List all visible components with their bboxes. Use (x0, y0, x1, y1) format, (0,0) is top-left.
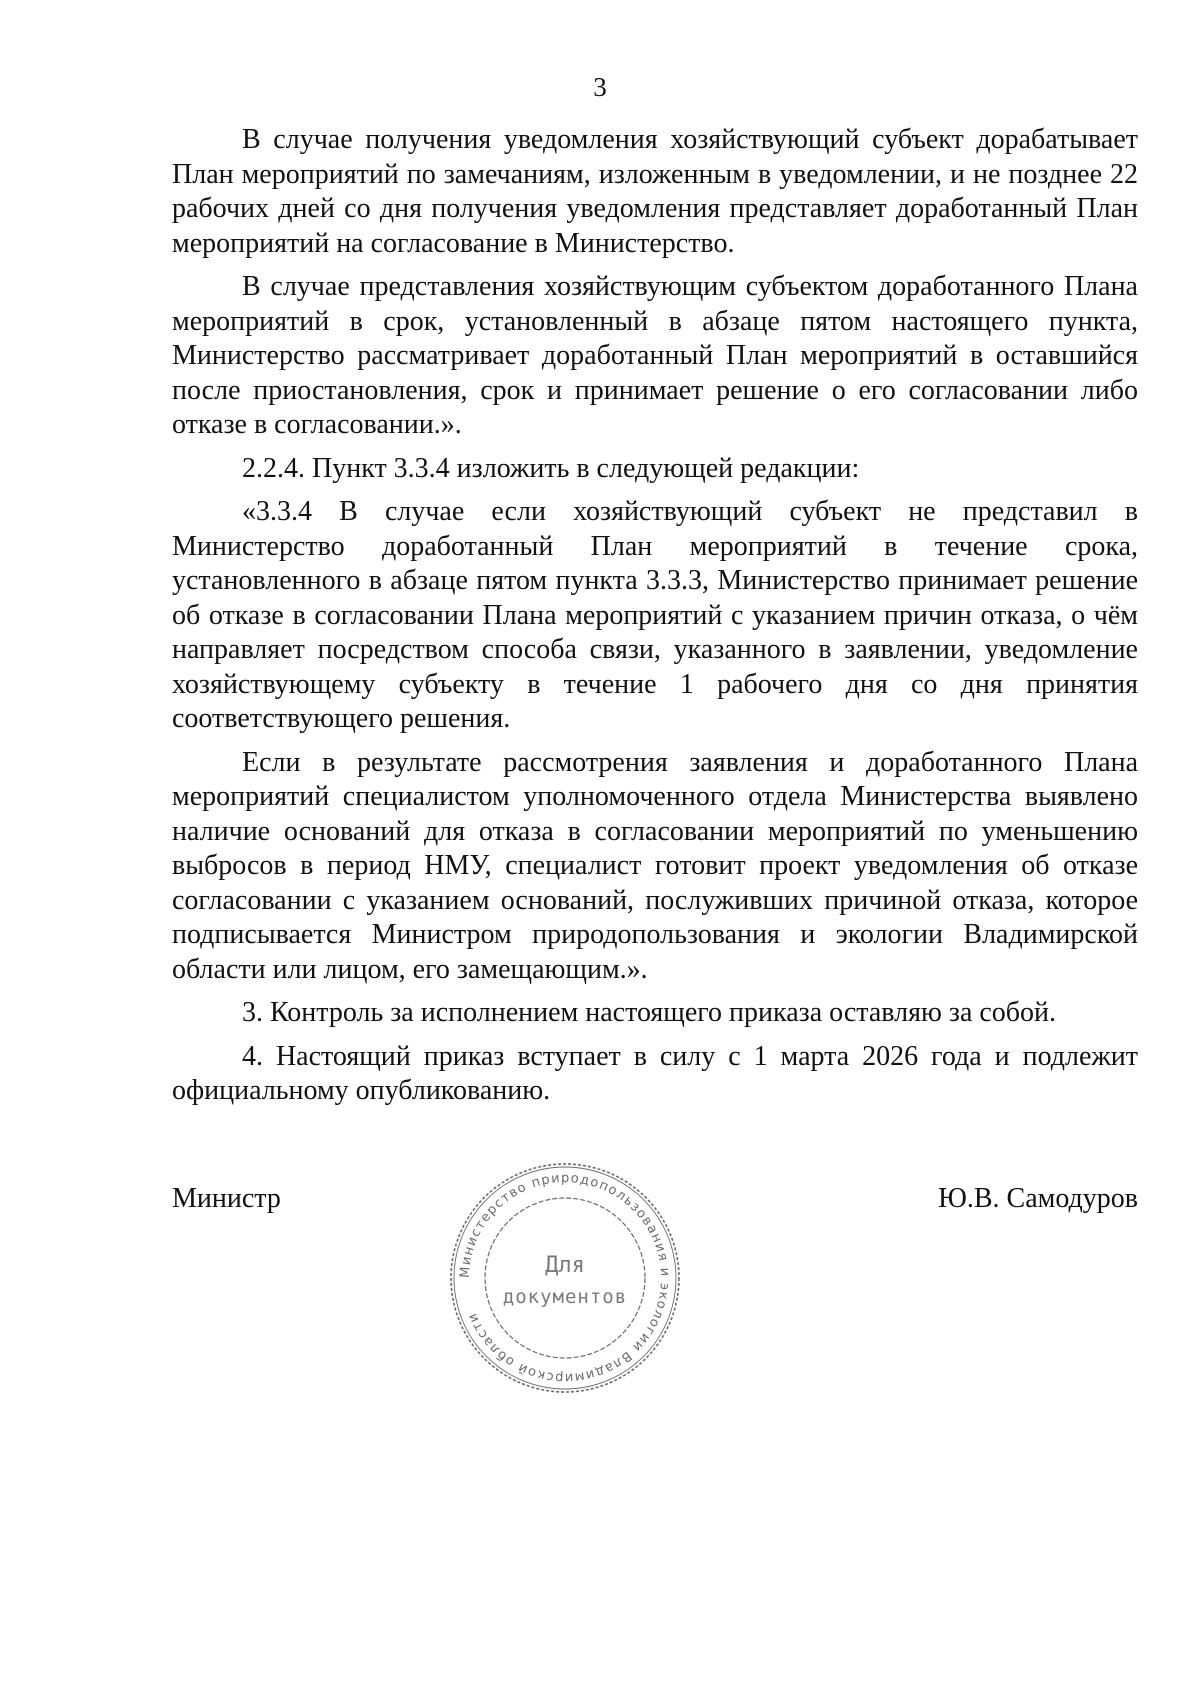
stamp-outer-ring-inner (454, 1167, 676, 1389)
stamp-center-line-1: Для (545, 1253, 585, 1278)
paragraph-2: В случае представления хозяйствующим субъектом доработанного Плана мероприятий в срок, установленный в абзаце пятом настоящего пункта, Министерство рассматривает доработанный План мероприятий в оставшийся после приостановления, срок и принимает решение о его согласовании либо отказе в согласовании.». (172, 271, 1138, 440)
stamp-ring-text: Министерство природопользования и экологии Владимирской области (457, 1170, 673, 1386)
stamp-center-line-2: документов (502, 1286, 628, 1308)
official-stamp (447, 1160, 683, 1396)
paragraph-5: Если в результате рассмотрения заявления и доработанного Плана мероприятий специалистом уполномоченного отдела Министерства выявлено наличие оснований для отказа в согласовании мероприятий по уменьшению выбросов в период НМУ, специалист готовит проект уведомления об отказе согласовании с указанием оснований, послуживших причиной отказа, которое подписывается Министром природопользования и экологии Владимирской области или лицом, его замещающим.». (172, 746, 1138, 985)
signatory-title: Министр (172, 1183, 281, 1214)
paragraph-6-control: 3. Контроль за исполнением настоящего приказа оставляю за собой. (242, 997, 1057, 1028)
stamp-inner-ring (485, 1198, 645, 1358)
paragraph-7-effective-date: 4. Настоящий приказ вступает в силу с 1 марта 2026 года и подлежит официальному опубликованию. (172, 1040, 1138, 1106)
page-number: 3 (593, 72, 607, 102)
paragraph-4-quoted-clause: «3.3.4 В случае если хозяйствующий субъект не представил в Министерство доработанный План мероприятий в течение срока, установленного в абзаце пятом пункта 3.3.3, Министерство принимает решение об отказе в согласовании Плана мероприятий с указанием причин отказа, о чём направляет посредством способа связи, указанного в заявлении, уведомление хозяйствующему субъекту в течение 1 рабочего дня со дня принятия соответствующего решения. (172, 496, 1138, 734)
signatory-name: Ю.В. Самодуров (938, 1183, 1138, 1214)
document-body (172, 123, 1138, 1118)
paragraph-1: В случае получения уведомления хозяйствующий субъект дорабатывает План мероприятий по замечаниям, изложенным в уведомлении, и не позднее 22 рабочих дней со дня получения уведомления представляет доработанный План мероприятий на согласование в Министерство. (172, 124, 1138, 259)
paragraph-3: 2.2.4. Пункт 3.3.4 изложить в следующей редакции: (242, 452, 860, 484)
